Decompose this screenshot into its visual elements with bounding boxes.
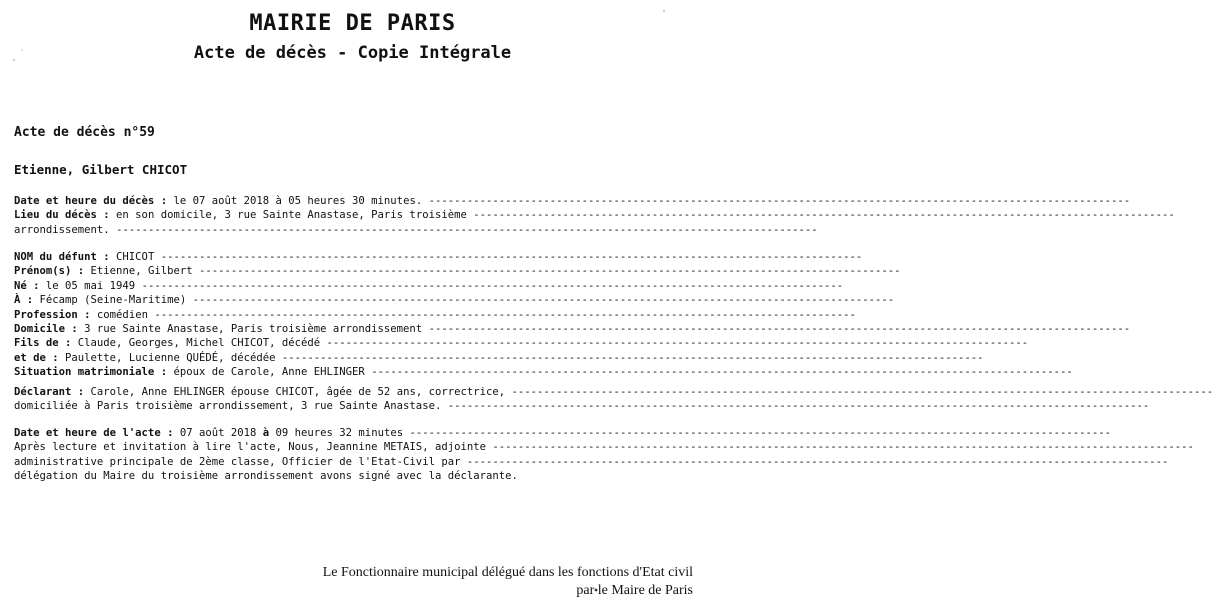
dash-filler: -------------------------------------------------------------------------------------------------------------- <box>409 427 1112 439</box>
dash-filler: -------------------------------------------------------------------------------------------------------------- <box>428 322 1131 335</box>
dash-filler: -------------------------------------------------------------------------------------------------------------- <box>371 366 1073 379</box>
deces-section <box>14 194 1175 237</box>
prenom-line <box>14 264 901 278</box>
etde-label: et de : <box>14 351 59 364</box>
dash-filler: -------------------------------------------------------------------------------------------------------------- <box>154 308 856 321</box>
date-deces-value: le 07 août 2018 à 05 heures 30 minutes. <box>167 195 429 207</box>
dash-filler: -------------------------------------------------------------------------------------------------------------- <box>428 195 1131 207</box>
ne-line <box>14 279 844 293</box>
ne-label: Né : <box>14 279 40 292</box>
etde-value: Paulette, Lucienne QUÉDÉ, décédée <box>58 351 282 364</box>
etde-line <box>14 351 984 365</box>
declarant-label: Déclarant : <box>14 386 85 398</box>
declarant-value-2: domiciliée à Paris troisième arrondissement, 3 rue Sainte Anastase. <box>14 400 448 413</box>
dash-filler: -------------------------------------------------------------------------------------------------------------- <box>466 455 1169 468</box>
declarant-line <box>14 385 1213 399</box>
declarant-line-2 <box>14 399 1150 413</box>
declarant-value: Carole, Anne EHLINGER épouse CHICOT, âgée de 52 ans, correctrice, <box>84 386 512 398</box>
acte-text-2: Après lecture et invitation à lire l'acte, Nous, Jeannine METAIS, adjointe <box>14 441 493 454</box>
profession-label: Profession : <box>14 308 91 321</box>
acte-a-word: à <box>262 427 270 439</box>
dash-filler: -------------------------------------------------------------------------------------------------------------- <box>473 209 1175 222</box>
acte-number: Acte de décès n°59 <box>14 125 155 140</box>
deceased-name-heading: Etienne, Gilbert CHICOT <box>14 162 188 177</box>
a-label: À : <box>14 294 34 307</box>
acte-text-4: délégation du Maire du troisième arrondissement avons signé avec la déclarante. <box>14 470 518 483</box>
dash-filler: -------------------------------------------------------------------------------------------------------------- <box>326 337 1029 350</box>
dash-filler: -------------------------------------------------------------------------------------------------------------- <box>281 351 984 364</box>
situation-label: Situation matrimoniale : <box>14 366 168 379</box>
date-deces-line <box>14 194 1131 208</box>
ne-value: le 05 mai 1949 <box>39 279 142 292</box>
nom-label: NOM du défunt : <box>14 251 110 263</box>
dash-filler: -------------------------------------------------------------------------------------------------------------- <box>160 251 863 263</box>
acte-date-label: Date et heure de l'acte : <box>14 427 174 439</box>
acte-time-value: 09 heures 32 minutes <box>269 427 410 439</box>
prenom-value: Etienne, Gilbert <box>84 265 199 278</box>
situation-line <box>14 365 1073 379</box>
dash-filler: -------------------------------------------------------------------------------------------------------------- <box>492 441 1194 454</box>
a-value: Fécamp (Seine-Maritime) <box>33 294 193 307</box>
domicile-line <box>14 322 1131 336</box>
fils-line <box>14 336 1029 350</box>
lieu-deces-label: Lieu du décès : <box>14 209 110 222</box>
lieu-deces-line-2 <box>14 223 818 237</box>
fils-label: Fils de : <box>14 337 72 350</box>
dash-filler: -------------------------------------------------------------------------------------------------------------- <box>116 223 818 236</box>
profession-value: comédien <box>90 308 155 321</box>
prenom-label: Prénom(s) : <box>14 265 85 278</box>
declarant-section <box>14 385 1213 414</box>
document-title: MAIRIE DE PARIS <box>249 11 456 36</box>
acte-line-2 <box>14 440 1194 454</box>
profession-line <box>14 308 856 322</box>
date-deces-label: Date et heure du décès : <box>14 195 168 207</box>
dash-filler: -------------------------------------------------------------------------------------------------------------- <box>192 294 895 307</box>
signature-line-2: par le Maire de Paris <box>576 583 693 598</box>
acte-date-line <box>14 426 1112 440</box>
lieu-deces-line <box>14 208 1175 222</box>
domicile-label: Domicile : <box>14 322 78 335</box>
document-subtitle: Acte de décès - Copie Intégrale <box>193 43 512 63</box>
dash-filler: -------------------------------------------------------------------------------------------------------------- <box>141 279 844 292</box>
acte-section <box>14 426 1194 484</box>
acte-text-3: administrative principale de 2ème classe, Officier de l'Etat-Civil par <box>14 455 467 468</box>
acte-line-4 <box>14 469 614 483</box>
lieu-deces-value: en son domicile, 3 rue Sainte Anastase, Paris troisième <box>109 209 474 222</box>
dash-filler: -------------------------------------------------------------------------------------------------------------- <box>198 265 901 278</box>
situation-value: époux de Carole, Anne EHLINGER <box>167 366 372 379</box>
dash-filler: -------------------------------------------------------------------------------------------------------------- <box>511 386 1213 398</box>
dash-filler: -------------------------------------------------------------------------------------------------------------- <box>447 400 1150 413</box>
domicile-value: 3 rue Sainte Anastase, Paris troisième arrondissement <box>77 322 429 335</box>
nom-line <box>14 250 863 264</box>
lieu-deces-value-2: arrondissement. <box>14 223 117 236</box>
acte-line-3 <box>14 455 1169 469</box>
defunt-section <box>14 250 1131 380</box>
nom-value: CHICOT <box>109 251 161 263</box>
a-line <box>14 293 895 307</box>
signature-line-1: Le Fonctionnaire municipal délégué dans les fonctions d'Etat civil <box>322 565 693 580</box>
acte-date-value: 07 août 2018 <box>173 427 263 439</box>
fils-value: Claude, Georges, Michel CHICOT, décédé <box>71 337 327 350</box>
